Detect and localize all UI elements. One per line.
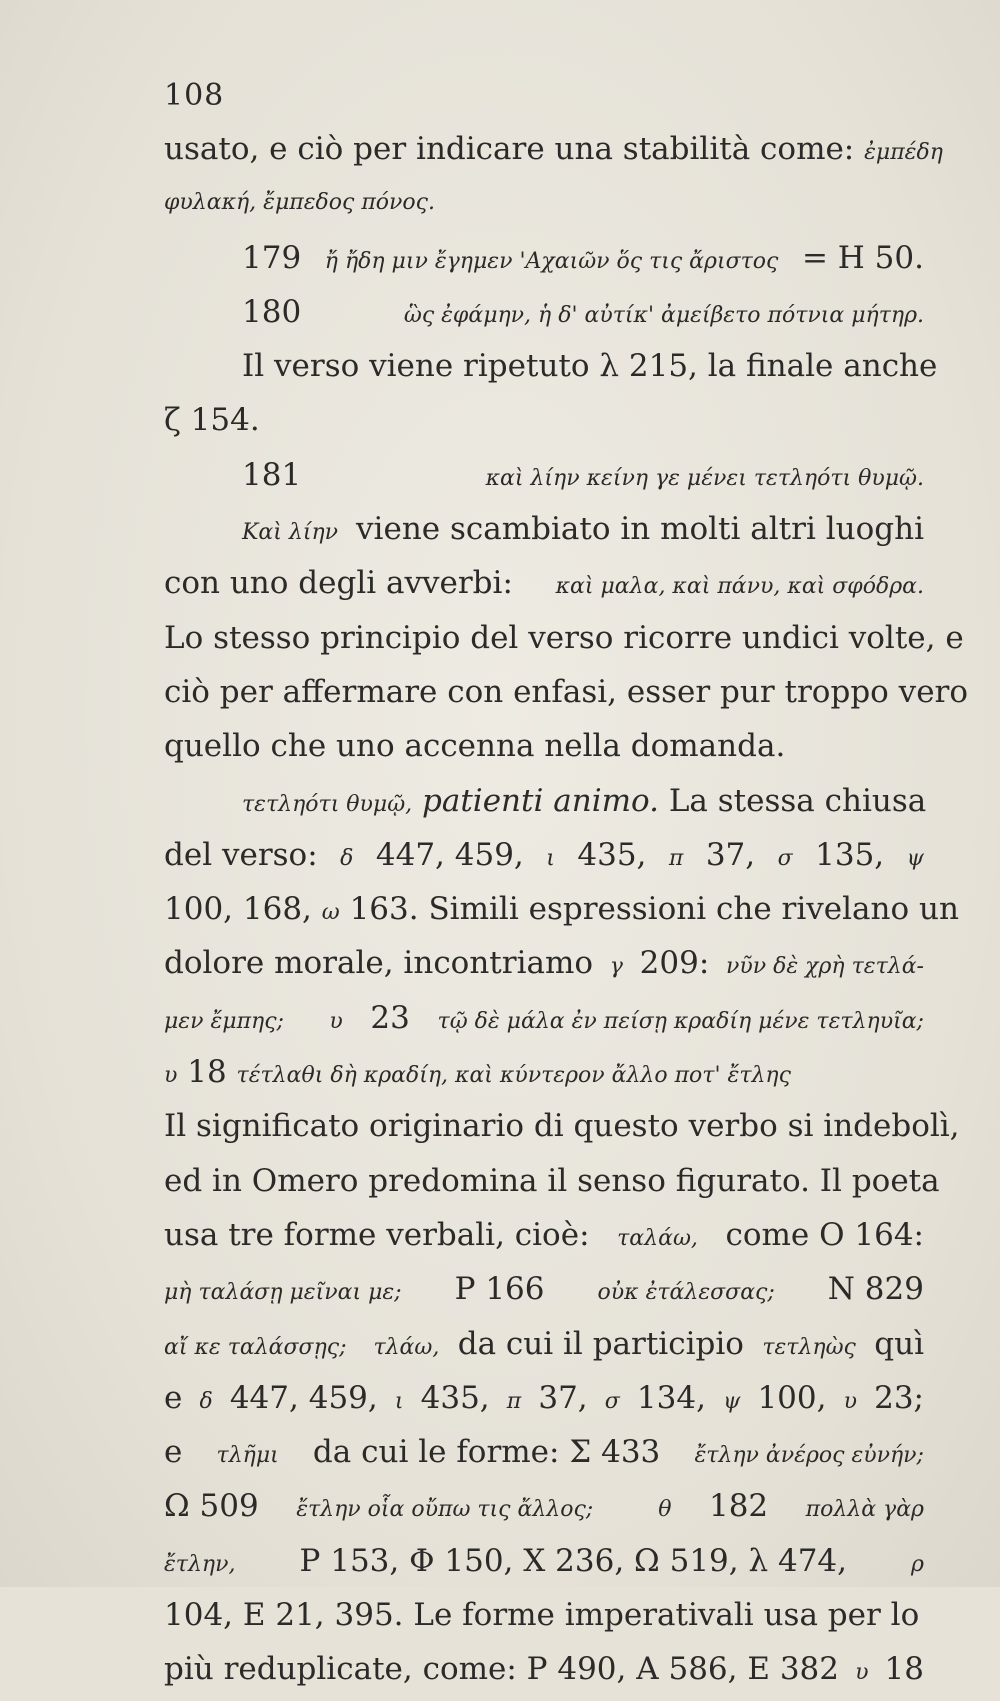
text-run: da cui le forme: Σ 433 — [303, 1434, 671, 1471]
text-run: 435, — [410, 1379, 500, 1416]
text-line — [164, 1479, 924, 1533]
text-run: 180 — [242, 293, 312, 330]
text-run — [355, 1317, 365, 1371]
text-run — [412, 774, 422, 828]
greek-text: οὐκ ἐτάλεσσας; — [597, 1280, 775, 1306]
text-line — [164, 665, 969, 719]
greek-text: τῷ δὲ μάλα ἐν πείσῃ κραδίη μένε τετληυῖα; — [437, 1008, 924, 1034]
text-run: 182 — [699, 1488, 779, 1525]
text-line — [164, 1371, 924, 1425]
text-run: N 829 — [817, 1271, 924, 1308]
greek-text: ἔτλην, — [164, 1551, 236, 1577]
text-run: 23 — [360, 999, 420, 1036]
text-line — [164, 231, 924, 285]
text-run: 447, 459, — [219, 1379, 388, 1416]
text-line — [164, 1317, 924, 1371]
greek-text: νῦν δὲ χρὴ τετλά- — [726, 954, 924, 980]
text-line — [164, 1045, 924, 1099]
greek-text: καὶ λίην κείνη γε μένει τετληότι θυμῷ. — [485, 465, 924, 491]
text-run: 163. Simili espressioni che rivelano un — [339, 891, 959, 928]
text-line — [164, 285, 924, 339]
text-run: da cui il participio — [447, 1325, 754, 1362]
greek-text: ἤ ἤδη μιν ἔγημεν 'Αχαιῶν ὅς τις ἄριστος — [324, 248, 779, 274]
text-run: Ω 509 — [164, 1488, 269, 1525]
greek-text: τετληότι θυμῷ, — [242, 791, 413, 817]
text-line — [164, 1099, 960, 1153]
text-run: 100, 168, — [164, 891, 322, 928]
text-line — [164, 1154, 940, 1208]
text-run: ed in Omero predomina il senso figurato. Il poeta — [164, 1162, 940, 1199]
text-line — [164, 1642, 924, 1696]
text-run: 179 — [242, 239, 312, 276]
text-run: 134, — [627, 1379, 716, 1416]
greek-text: υ — [164, 1063, 178, 1089]
text-run: 18 — [177, 1054, 237, 1091]
greek-text: π — [668, 845, 684, 871]
greek-text: ὣς ἐφάμην, ἡ δ' αὐτίκ' ἀμείβετο πότνια μήτηρ. — [403, 302, 924, 328]
greek-text: μὴ ταλάσῃ μεῖναι με; — [164, 1280, 402, 1306]
text-line — [164, 611, 964, 665]
greek-text: δ — [340, 845, 354, 871]
greek-text: ψ — [906, 845, 924, 871]
text-run: 181 — [242, 456, 312, 493]
text-line — [164, 991, 924, 1045]
text-run: ζ 154. — [164, 402, 260, 439]
greek-text: ι — [546, 845, 555, 871]
text-line — [164, 1534, 924, 1588]
greek-text: καὶ μαλα, καὶ πάνυ, καὶ σφόδρα. — [555, 574, 924, 600]
text-line — [164, 393, 924, 447]
text-line — [164, 339, 938, 393]
text-run — [302, 991, 312, 1045]
greek-text: ταλάω, — [617, 1225, 698, 1251]
text-run: dolore morale, incontriamo — [164, 945, 603, 982]
greek-text: τέτλαθι δὴ κραδίη, καὶ κύντερον ἄλλο ποτ' ἔτλης — [236, 1063, 791, 1089]
greek-text: τλάω, — [373, 1334, 440, 1360]
text-line — [164, 1425, 924, 1479]
text-line — [164, 936, 924, 990]
text-run: con uno degli avverbi: — [164, 565, 523, 602]
text-run: come O 164: — [715, 1216, 924, 1253]
greek-text: τετληὼς — [762, 1334, 856, 1360]
greek-text: φυλακή, ἔμπεδος πόνος. — [164, 190, 435, 216]
greek-text: π — [506, 1388, 522, 1414]
body-text — [164, 122, 969, 1697]
greek-text: γ — [609, 954, 623, 980]
text-run: e — [164, 1379, 193, 1416]
text-run: 135, — [805, 836, 894, 873]
text-run: Lo stesso principio del verso ricorre undici volte, e — [164, 619, 964, 656]
greek-text: ψ — [723, 1388, 741, 1414]
text-run: Il verso viene ripetuto λ 215, la finale anche — [242, 348, 938, 385]
text-run: 435, — [567, 836, 657, 873]
italic-text: patienti animo. — [422, 782, 659, 819]
text-run: viene scambiato in molti altri luoghi — [346, 511, 924, 548]
text-run: 100, — [747, 1379, 837, 1416]
text-line — [164, 828, 924, 882]
text-run: 18 — [874, 1651, 924, 1688]
text-run: quello che uno accenna nella domanda. — [164, 728, 786, 765]
greek-text: δ — [199, 1388, 213, 1414]
text-line — [164, 1262, 924, 1316]
text-run: quì — [864, 1325, 924, 1362]
text-run: 37, — [528, 1379, 598, 1416]
text-run: 23; — [864, 1379, 924, 1416]
greek-text: θ — [658, 1497, 672, 1523]
text-line — [164, 448, 924, 502]
text-run: e — [164, 1434, 193, 1471]
greek-text: ἔτλην οἷα οὔπω τις ἄλλος; — [296, 1497, 594, 1523]
text-run: 104, E 21, 395. Le forme imperativali usa per lo — [164, 1597, 920, 1634]
text-run: più reduplicate, come: P 490, A 586, E 382 — [164, 1651, 849, 1688]
text-line — [164, 176, 924, 230]
greek-text: μεν ἔμπης; — [164, 1008, 284, 1034]
text-run: del verso: — [164, 836, 328, 873]
text-run: P 166 — [444, 1271, 555, 1308]
greek-text: ω — [321, 900, 340, 926]
greek-text: τλῆμι — [216, 1443, 279, 1469]
text-line — [164, 502, 924, 556]
text-line — [164, 774, 927, 828]
greek-text: ι — [394, 1388, 404, 1414]
text-line — [164, 719, 924, 773]
greek-text: υ — [329, 1008, 343, 1034]
text-run: La stessa chiusa — [658, 782, 927, 819]
text-run: 37, — [695, 836, 765, 873]
greek-text: υ — [855, 1660, 869, 1686]
greek-text: πολλὰ γὰρ — [805, 1497, 924, 1523]
text-line — [164, 122, 943, 176]
text-line — [164, 1588, 924, 1642]
greek-text: σ — [777, 845, 793, 871]
text-run: 447, 459, — [366, 836, 534, 873]
text-run: Il significato originario di questo verbo si indebolì, — [164, 1108, 960, 1145]
text-line — [164, 882, 959, 936]
greek-text: ἔτλην ἀνέρος εὐνήν; — [694, 1443, 924, 1469]
text-line — [164, 1208, 924, 1262]
text-line — [164, 556, 924, 610]
greek-text: αἴ κε ταλάσσῃς; — [164, 1334, 347, 1360]
greek-text: ἐμπέδη — [864, 140, 943, 165]
text-run: usa tre forme verbali, cioè: — [164, 1216, 600, 1253]
greek-text: υ — [843, 1388, 857, 1414]
greek-text: σ — [604, 1388, 620, 1414]
text-run: usato, e ciò per indicare una stabilità come: — [164, 131, 865, 167]
text-run: = H 50. — [792, 239, 924, 276]
text-run: P 153, Φ 150, X 236, Ω 519, λ 474, — [289, 1542, 857, 1579]
text-run: 209: — [629, 945, 720, 982]
greek-text: Καὶ λίην — [242, 520, 339, 546]
text-run: ciò per affermare con enfasi, esser pur troppo vero — [164, 673, 969, 710]
text-run — [621, 1479, 631, 1533]
greek-text: ρ — [911, 1551, 924, 1577]
page-number: 108 — [164, 78, 225, 113]
